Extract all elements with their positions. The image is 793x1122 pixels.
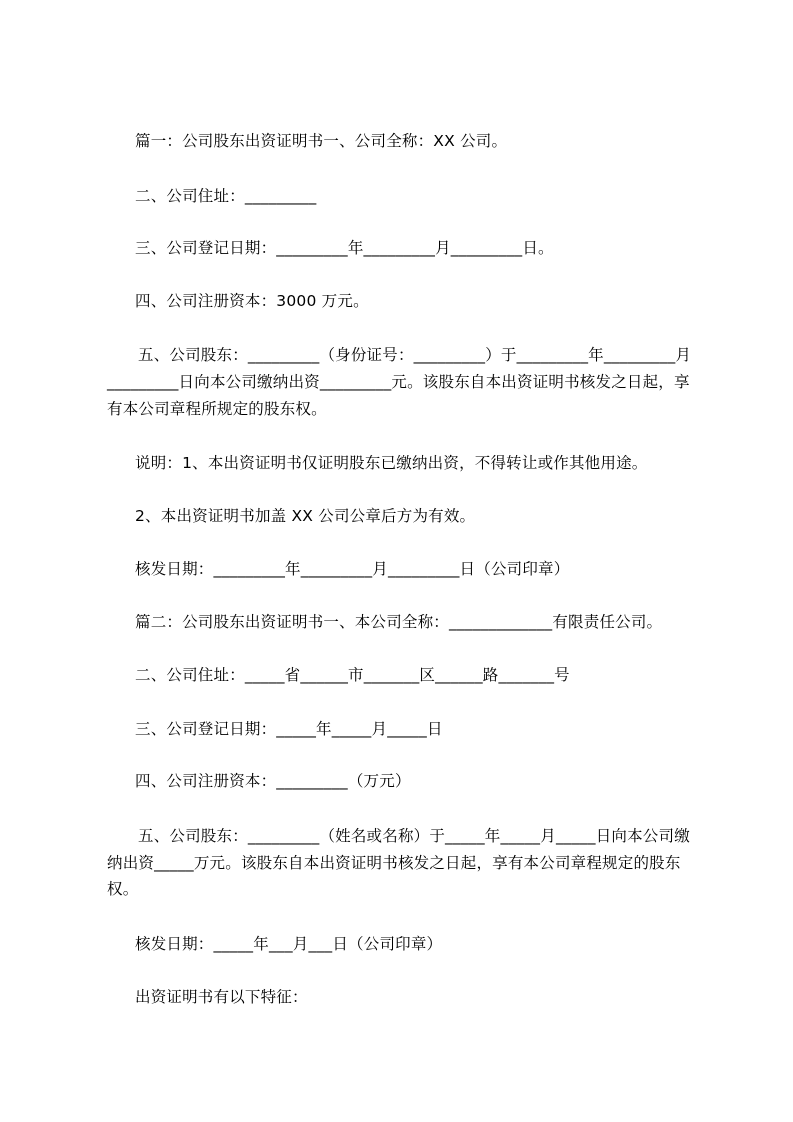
shareholder-line-2: _________日向本公司缴纳出资_________元。该股东自本出资证明书核发之日起，享 <box>107 373 690 391</box>
note-1: 说明：1、本出资证明书仅证明股东已缴纳出资，不得转让或作其他用途。 <box>135 454 648 472</box>
company-address: 二、公司住址：_________ <box>135 187 317 205</box>
issue-date-2: 核发日期：_____年___月___日（公司印章） <box>135 935 443 953</box>
shareholder-line-3: 有本公司章程所规定的股东权。 <box>107 400 327 418</box>
company-address-2: 二、公司住址：_____省______市_______区______路_______号 <box>135 666 570 684</box>
registration-date: 三、公司登记日期：_________年_________月_________日。 <box>135 239 554 257</box>
shareholder2-line-1: 五、公司股东：_________（姓名或名称）于_____年_____月_____日向本公司缴 <box>138 827 690 845</box>
section1-heading: 篇一：公司股东出资证明书一、公司全称：XX 公司。 <box>135 132 508 150</box>
registered-capital: 四、公司注册资本：3000 万元。 <box>135 292 369 310</box>
note-2: 2、本出资证明书加盖 XX 公司公章后方为有效。 <box>135 507 476 525</box>
issue-date-1: 核发日期：_________年_________月_________日（公司印章） <box>135 560 570 578</box>
shareholder2-line-3: 权。 <box>107 880 139 898</box>
shareholder2-line-2: 纳出资_____万元。该股东自本出资证明书核发之日起，享有本公司章程规定的股东 <box>107 854 681 872</box>
registration-date-2: 三、公司登记日期：_____年_____月_____日 <box>135 720 443 738</box>
shareholder-line-1: 五、公司股东：_________（身份证号：_________）于_________年_________月 <box>138 346 692 364</box>
section2-heading: 篇二：公司股东出资证明书一、本公司全称：_____________有限责任公司。 <box>135 613 663 631</box>
features-heading: 出资证明书有以下特征： <box>135 988 308 1006</box>
registered-capital-2: 四、公司注册资本：_________（万元） <box>135 772 411 790</box>
